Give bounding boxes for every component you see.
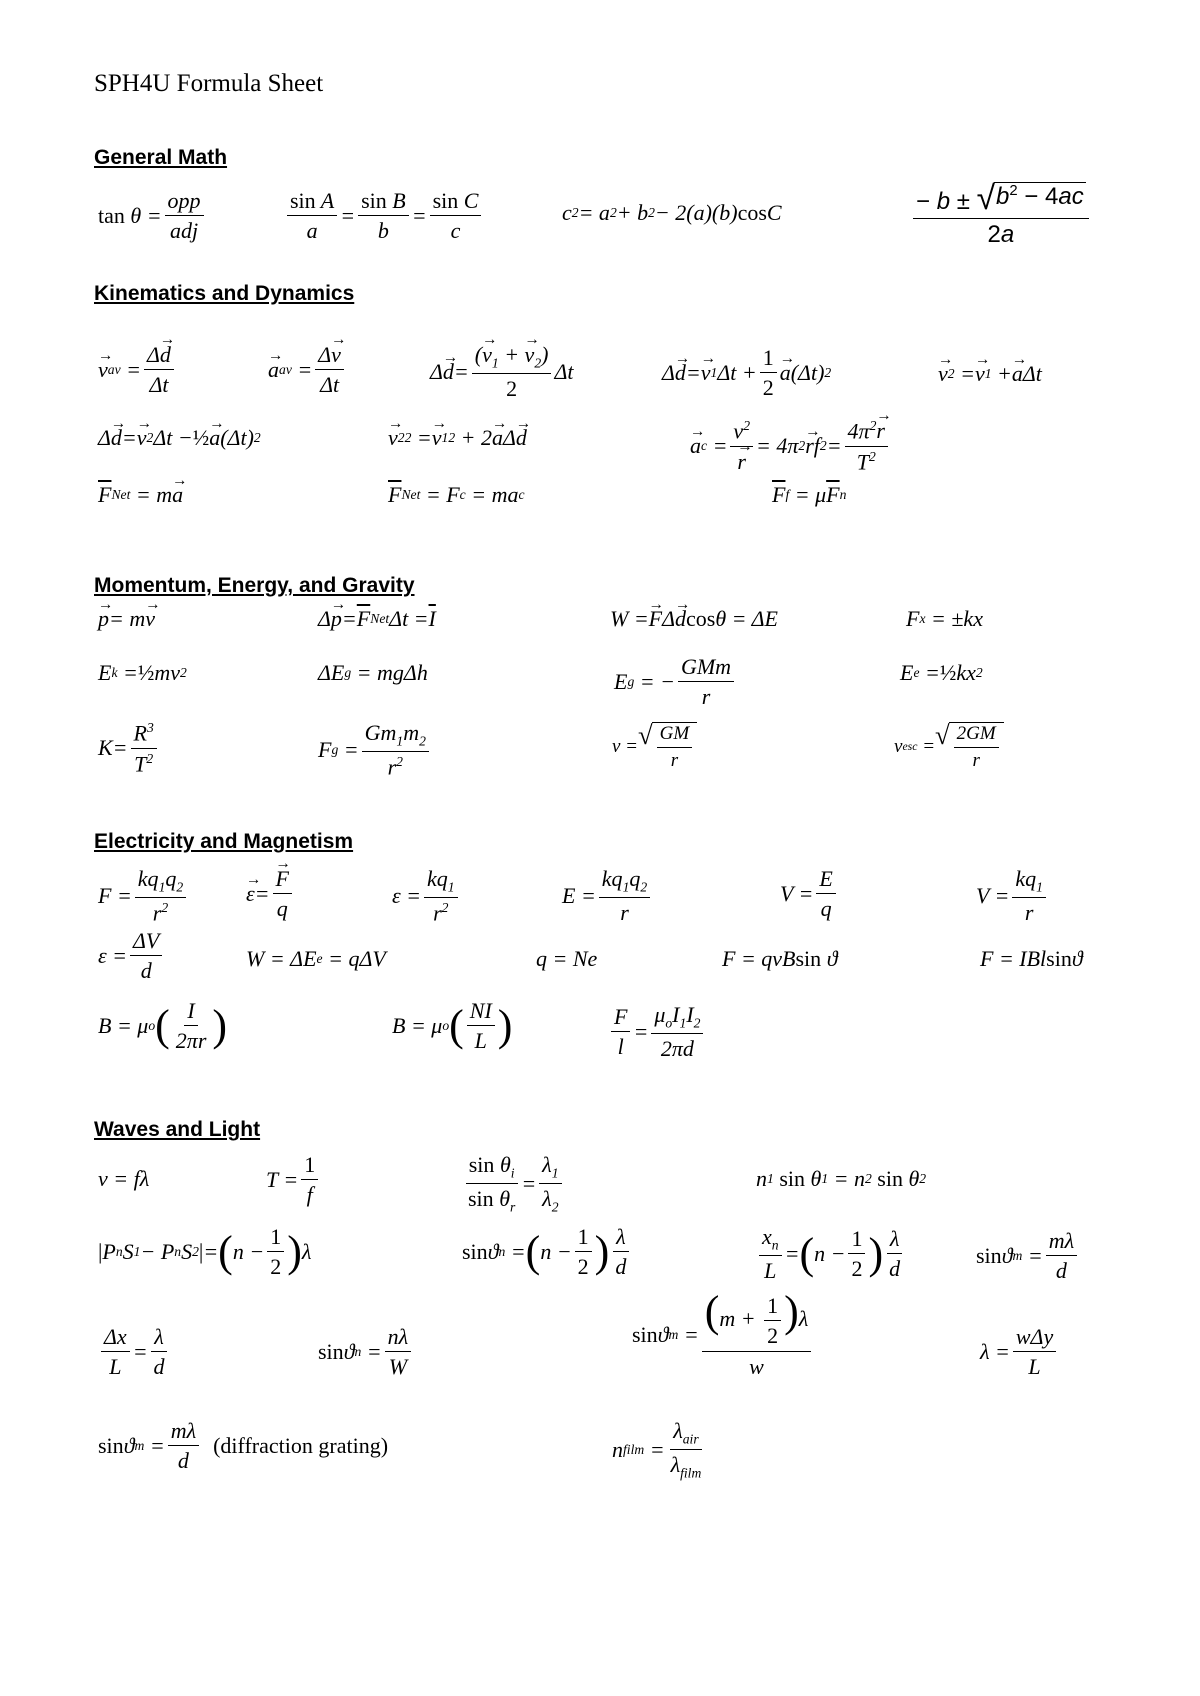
diffraction-grating-note: (diffraction grating) xyxy=(213,1432,389,1458)
formula-magnetic-force-charge: F = qvB sin ϑ xyxy=(722,946,838,971)
formula-electric-field-definition: → ε = → $\frac{F}{q}$ xyxy=(246,866,295,922)
formula-kinetic-energy: E k = ½ mv 2 xyxy=(98,660,187,685)
section-heading-kinematics: Kinematics and Dynamics xyxy=(94,282,355,305)
formula-single-slit-minima: sin ϑ n = $\frac{n\lambda}{W}$ xyxy=(318,1324,414,1380)
formula-electric-work: W = ΔE e = qΔV xyxy=(246,946,386,971)
section-heading-general-math: General Math xyxy=(94,146,228,169)
formula-film-index: n film = $\frac{\lambda_{air}}{\lambda_{film}}$ xyxy=(612,1418,702,1481)
formula-gravitational-energy: E g = − $\frac{\text{GMm}}{r}$ xyxy=(614,654,737,710)
formula-work: W = → F Δ → d cos θ = ΔE xyxy=(610,608,778,630)
formula-orbital-speed: v = √ $\frac{GM}{r}$ xyxy=(612,722,697,772)
section-heading-waves: Waves and Light xyxy=(94,1118,261,1141)
formula-electric-field-point: ε = $\frac{kq_1}{r^2}$ xyxy=(392,866,461,926)
formula-single-slit-maxima: sin ϑ m = (m + $\frac{1}{2}$ )λ w xyxy=(632,1290,814,1379)
formula-refraction-ratio: $\frac{\sin \theta_i}{\sin \theta_r}$ = $\frac{\lambda_1}{\lambda_2}$ xyxy=(462,1152,565,1215)
formula-maxima-angle: sin ϑ m = $\frac{m\lambda}{d}$ xyxy=(976,1228,1080,1284)
formula-electric-energy: E = $\frac{kq_1q_2}{r}$ xyxy=(562,866,653,925)
formula-minima-angle: sin ϑ n = ( n − $\frac{1}{2}$ ) $\frac{\lambda}{d}$ xyxy=(462,1224,632,1280)
formula-hookes-law: F x = ±kx xyxy=(906,606,983,631)
formula-field-parallel-plates: ε = $\frac{\Delta V}{d}$ xyxy=(98,928,165,984)
formula-v2: → v 2 = → v 1 + → a Δt xyxy=(938,363,1042,385)
formula-minima-position: $\frac{x_n}{L}$ = ( n − $\frac{1}{2}$ ) $\frac{\lambda}{d}$ xyxy=(756,1224,906,1283)
formula-momentum: → p = m → v xyxy=(98,608,155,630)
formula-d-v1: Δ → d = → v 1 Δt + $\frac{1}{2}$ → a (Δt) 2 xyxy=(662,345,831,401)
formula-b-field-wire: B = μ o ( $\frac{I}{2\pi r}$ ) xyxy=(98,998,228,1054)
formula-force-parallel-wires: $\frac{F}{l}$ = $\frac{\mu_oI_1I_2}{2\pi d}$ xyxy=(608,1002,706,1061)
formula-fringe-spacing: $\frac{\Delta x}{L}$ = $\frac{\lambda}{d}$ xyxy=(98,1324,171,1380)
section-heading-electricity: Electricity and Magnetism xyxy=(94,830,354,853)
formula-a-avg: → a av = $\frac{\Delta\to v}{\Delta t}$ xyxy=(268,342,347,398)
section-heading-momentum: Momentum, Energy, and Gravity xyxy=(94,574,415,597)
formula-voltage-energy: V = $\frac{E}{q}$ xyxy=(780,866,839,922)
formula-gravitational-force: F g = $\frac{Gm_1m_2}{r^2}$ xyxy=(318,720,432,780)
formula-snells-law: n 1 sin θ 1 = n 2 sin θ 2 xyxy=(756,1166,927,1191)
formula-period: T = $\frac{1}{f}$ xyxy=(266,1152,321,1208)
formula-magnetic-force-wire: F = IBl sin ϑ xyxy=(980,946,1083,971)
formula-friction: $\overline{F}$ f = μ $\overline{F}$ n xyxy=(772,482,847,507)
formula-charge: q = Ne xyxy=(536,946,598,971)
formula-wave-speed: v = fλ xyxy=(98,1166,150,1191)
formula-b-field-solenoid: B = μ o ( $\frac{NI}{L}$ ) xyxy=(392,998,513,1054)
formula-impulse: Δ → p = $\overline{F}$ Net Δt = $\overline{I}$ xyxy=(318,608,436,630)
formula-tan: tan θ = $\frac{\text{opp}}{\text{adj}}$ xyxy=(98,188,207,244)
formula-d-average-velocity: Δ → d = $\frac{(\to v_1 + \to v_2)}{2}$ Δt xyxy=(430,342,573,401)
formula-coulomb: F = $\frac{kq_1q_2}{r^2}$ xyxy=(98,866,189,926)
formula-kepler-third: K= $\frac{R^3}{T^2}$ xyxy=(98,720,160,776)
formula-gravitational-potential-energy: ΔE g = mgΔh xyxy=(318,660,428,685)
formula-centripetal-acceleration: → a c = $v^2$ → r = 4π 2 → r f 2 = $\frac{4\pi^2\to r}{T^2}$ xyxy=(690,418,891,474)
formula-voltage-point: V = $\frac{kq_1}{r}$ xyxy=(976,866,1049,925)
formula-d-v2: Δ → d = → v 2 Δt − ½ → a (Δt) 2 xyxy=(98,427,261,449)
formula-newton-second: $\overline{F}$ Net = m → a xyxy=(98,484,183,506)
page-title: SPH4U Formula Sheet xyxy=(94,70,324,97)
formula-elastic-energy: E e = ½ kx 2 xyxy=(900,660,983,685)
formula-path-difference: | P n S 1 − P n S 2 | = ( n − $\frac{1}{2}$ ) λ xyxy=(98,1224,312,1280)
formula-diffraction-grating: sin ϑ m = $\frac{m\lambda}{d}$ (diffraction grating) xyxy=(98,1418,389,1474)
formula-quadratic: − b ± √ $b^2 - 4ac$ 2a xyxy=(910,182,1092,248)
formula-wavelength-thin-film: λ = $\frac{\text{wΔy}}{L}$ xyxy=(980,1324,1059,1380)
formula-escape-speed: v esc = √ $\frac{2GM}{r}$ xyxy=(894,722,1004,772)
formula-v-avg: → v av = $\frac{\Delta\to d}{\Delta t}$ xyxy=(98,342,177,398)
formula-net-centripetal-force: $\overline{F}$ Net = F c = ma c xyxy=(388,482,525,507)
formula-cosine-law: c 2 = a 2 + b 2 − 2(a)(b) cos C xyxy=(562,200,782,225)
formula-v-squared: → v 2 2 = → v 1 2 + 2 → a Δ → d xyxy=(388,427,527,449)
formula-sine-law: $\frac{\text{sin A}}{a}$ = $\frac{\text{sin B}}{b}$ = $\frac{\text{sin C}}{c}$ xyxy=(284,188,484,244)
